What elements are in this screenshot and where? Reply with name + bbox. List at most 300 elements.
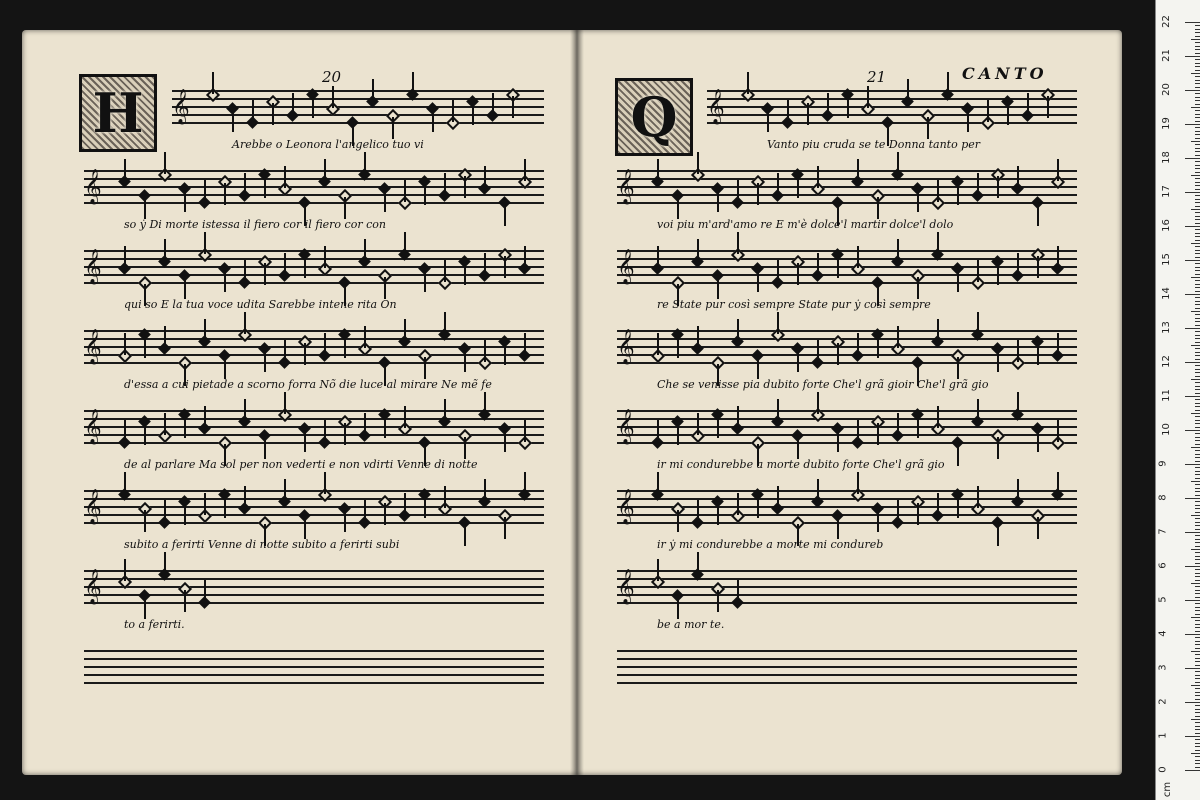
ruler-minor-tick	[1195, 83, 1200, 84]
ruler-label: 10	[1160, 423, 1172, 436]
note-stem	[1037, 517, 1039, 539]
note-stem	[857, 472, 859, 494]
note-stem	[444, 399, 446, 421]
note-stem	[677, 510, 679, 532]
note-stem	[344, 510, 346, 532]
note-stem	[524, 333, 526, 355]
staff-line	[84, 442, 544, 444]
ruler-label: 7	[1157, 528, 1169, 535]
note-stem	[504, 430, 506, 452]
note-stem	[484, 392, 486, 414]
staff-line	[84, 170, 544, 172]
note-stem	[204, 180, 206, 202]
note-stem	[184, 416, 186, 438]
note-stem	[757, 357, 759, 379]
music-staff	[84, 250, 544, 288]
note-stem	[817, 166, 819, 188]
note-stem	[857, 333, 859, 355]
note-stem	[524, 159, 526, 181]
ruler-minor-tick	[1195, 603, 1200, 604]
note-stem	[404, 406, 406, 428]
note-stem	[412, 72, 414, 94]
lyric-line: Arebbe o Leonora l'angelico tuo vi	[232, 138, 424, 151]
ruler-minor-tick	[1195, 76, 1200, 77]
ruler-minor-tick	[1191, 753, 1200, 754]
ruler-tick	[1185, 22, 1200, 23]
note-stem	[997, 524, 999, 546]
staff-line	[617, 330, 1077, 332]
ruler-tick	[1185, 90, 1200, 91]
ruler-minor-tick	[1195, 127, 1200, 128]
staff-line	[617, 354, 1077, 356]
ruler-minor-tick	[1195, 556, 1200, 557]
note-stem	[817, 392, 819, 414]
note-stem	[907, 79, 909, 101]
note-stem	[364, 413, 366, 435]
ruler-tick	[1185, 736, 1200, 737]
staff-line	[84, 194, 544, 196]
note-stem	[837, 430, 839, 452]
empty-staff-line	[757, 586, 1077, 588]
ruler-minor-tick	[1195, 263, 1200, 264]
note-stem	[204, 493, 206, 515]
staff-line	[84, 666, 544, 668]
lyric-line: ir ẏ mi condurebbe a morte mi condureb	[657, 538, 884, 551]
note-stem	[797, 350, 799, 372]
note-stem	[464, 176, 466, 198]
ruler-tick	[1185, 56, 1200, 57]
ruler-minor-tick	[1195, 46, 1200, 47]
note-stem	[324, 246, 326, 268]
ruler-minor-tick	[1191, 175, 1200, 176]
ruler-tick	[1185, 362, 1200, 363]
ruler-minor-tick	[1195, 365, 1200, 366]
ruler-minor-tick	[1195, 274, 1200, 275]
ruler-tick	[1185, 430, 1200, 431]
ruler-minor-tick	[1195, 590, 1200, 591]
staff-line	[617, 434, 1077, 436]
ruler-minor-tick	[1195, 110, 1200, 111]
note-stem	[1057, 159, 1059, 181]
note-stem	[1057, 472, 1059, 494]
music-staff	[617, 570, 1077, 608]
ruler-minor-tick	[1195, 369, 1200, 370]
lyric-line: subito a ferirti Venne di notte subito a ferirti subi	[124, 538, 400, 551]
staff-line	[84, 682, 544, 684]
ruler-minor-tick	[1195, 563, 1200, 564]
empty-staff-line	[224, 602, 544, 604]
ruler-minor-tick	[1195, 505, 1200, 506]
note-stem	[1007, 103, 1009, 125]
staff-line	[617, 170, 1077, 172]
ruler-minor-tick	[1195, 253, 1200, 254]
note-stem	[264, 176, 266, 198]
ruler-minor-tick	[1195, 25, 1200, 26]
staff-line	[617, 666, 1077, 668]
note-stem	[164, 500, 166, 522]
ruler-minor-tick	[1195, 223, 1200, 224]
note-stem	[1037, 256, 1039, 278]
lyric-line: qui so E la tua voce udita Sarebbe intene rita On	[124, 298, 397, 311]
note-stem	[464, 437, 466, 459]
staff-line	[617, 258, 1077, 260]
ruler-minor-tick	[1195, 467, 1200, 468]
note-stem	[284, 253, 286, 275]
note-stem	[164, 413, 166, 435]
ruler-minor-tick	[1195, 195, 1200, 196]
note-stem	[392, 117, 394, 139]
ruler-minor-tick	[1195, 688, 1200, 689]
staff-line	[84, 354, 544, 356]
ruler-minor-tick	[1195, 712, 1200, 713]
note-stem	[184, 503, 186, 525]
ruler-minor-tick	[1191, 141, 1200, 142]
note-stem	[264, 263, 266, 285]
ruler-minor-tick	[1195, 580, 1200, 581]
ruler-tick	[1185, 668, 1200, 669]
empty-staff-line	[224, 586, 544, 588]
note-stem	[877, 197, 879, 219]
note-stem	[164, 326, 166, 348]
ruler-minor-tick	[1195, 644, 1200, 645]
ruler-minor-tick	[1195, 746, 1200, 747]
ruler-minor-tick	[1195, 206, 1200, 207]
ruler-minor-tick	[1195, 722, 1200, 723]
ruler-minor-tick	[1195, 610, 1200, 611]
ruler-label: 22	[1160, 15, 1172, 28]
note-stem	[817, 479, 819, 501]
ruler-label: 5	[1157, 596, 1169, 603]
note-stem	[124, 420, 126, 442]
ruler-minor-tick	[1195, 627, 1200, 628]
staff-line	[84, 650, 544, 652]
ruler-minor-tick	[1195, 461, 1200, 462]
note-stem	[384, 190, 386, 212]
ruler-minor-tick	[1195, 29, 1200, 30]
lyric-line: d'essa a cui pietade a scorno forra Nõ die luce al mirare Ne mẽ fe	[124, 378, 492, 391]
ruler-tick	[1185, 396, 1200, 397]
staff-line	[84, 186, 544, 188]
music-staff	[172, 90, 544, 128]
empty-staff	[617, 650, 1077, 688]
ruler-minor-tick	[1195, 148, 1200, 149]
ruler-minor-tick	[1195, 495, 1200, 496]
ruler-minor-tick	[1191, 345, 1200, 346]
note-stem	[424, 183, 426, 205]
staff-line	[617, 186, 1077, 188]
ruler-minor-tick	[1195, 739, 1200, 740]
note-stem	[404, 180, 406, 202]
note-stem	[144, 336, 146, 358]
note-stem	[897, 500, 899, 522]
note-stem	[312, 96, 314, 118]
running-head: CANTO	[962, 64, 1048, 83]
ruler-minor-tick	[1195, 304, 1200, 305]
note-stem	[184, 277, 186, 299]
ruler-minor-tick	[1195, 376, 1200, 377]
ruler-minor-tick	[1195, 49, 1200, 50]
clef-icon: 𝄞	[84, 249, 102, 284]
note-stem	[204, 406, 206, 428]
measuring-ruler	[1155, 0, 1200, 800]
note-stem	[324, 159, 326, 181]
note-stem	[324, 333, 326, 355]
note-stem	[304, 256, 306, 278]
decorated-initial-left	[79, 74, 157, 152]
note-stem	[977, 399, 979, 421]
note-stem	[677, 597, 679, 619]
staff-line	[617, 194, 1077, 196]
ruler-minor-tick	[1195, 559, 1200, 560]
note-stem	[144, 423, 146, 445]
ruler-minor-tick	[1195, 478, 1200, 479]
note-stem	[224, 357, 226, 379]
note-stem	[697, 552, 699, 574]
ruler-label: 3	[1157, 664, 1169, 671]
note-stem	[737, 406, 739, 428]
note-stem	[444, 260, 446, 282]
ruler-minor-tick	[1195, 131, 1200, 132]
note-stem	[957, 183, 959, 205]
note-stem	[897, 152, 899, 174]
note-stem	[404, 232, 406, 254]
empty-staff-line	[757, 570, 1077, 572]
note-stem	[927, 117, 929, 139]
note-stem	[204, 232, 206, 254]
staff-line	[617, 514, 1077, 516]
note-stem	[144, 510, 146, 532]
staff-line	[617, 282, 1077, 284]
note-stem	[272, 103, 274, 125]
note-stem	[977, 312, 979, 334]
note-stem	[504, 517, 506, 539]
note-stem	[757, 496, 759, 518]
staff-line	[84, 282, 544, 284]
ruler-minor-tick	[1195, 410, 1200, 411]
note-stem	[252, 100, 254, 122]
ruler-minor-tick	[1195, 151, 1200, 152]
ruler-minor-tick	[1195, 705, 1200, 706]
note-stem	[244, 173, 246, 195]
ruler-minor-tick	[1195, 104, 1200, 105]
ruler-minor-tick	[1195, 202, 1200, 203]
ruler-minor-tick	[1195, 637, 1200, 638]
ruler-minor-tick	[1195, 87, 1200, 88]
note-stem	[244, 399, 246, 421]
note-stem	[444, 312, 446, 334]
note-stem	[292, 93, 294, 115]
ruler-minor-tick	[1195, 178, 1200, 179]
ruler-minor-tick	[1195, 389, 1200, 390]
staff-line	[172, 90, 544, 92]
note-stem	[857, 420, 859, 442]
ruler-minor-tick	[1195, 386, 1200, 387]
ruler-minor-tick	[1191, 685, 1200, 686]
ruler-tick	[1185, 192, 1200, 193]
music-staff	[84, 490, 544, 528]
ruler-minor-tick	[1195, 301, 1200, 302]
ruler-minor-tick	[1195, 121, 1200, 122]
note-stem	[124, 333, 126, 355]
note-stem	[364, 239, 366, 261]
lyric-line: Vanto piu cruda se te Donna tanto per	[767, 138, 981, 151]
note-stem	[424, 270, 426, 292]
note-stem	[677, 197, 679, 219]
note-stem	[264, 437, 266, 459]
ruler-minor-tick	[1195, 695, 1200, 696]
staff-line	[84, 274, 544, 276]
page-number-right: 21	[867, 68, 887, 86]
right-page	[577, 30, 1122, 775]
ruler-minor-tick	[1195, 433, 1200, 434]
ruler-label: 12	[1160, 355, 1172, 368]
ruler-minor-tick	[1195, 308, 1200, 309]
note-stem	[657, 420, 659, 442]
staff-line	[617, 274, 1077, 276]
staff-line	[84, 258, 544, 260]
note-stem	[492, 93, 494, 115]
clef-icon: 𝄞	[84, 569, 102, 604]
clef-icon: 𝄞	[172, 89, 190, 124]
note-stem	[364, 152, 366, 174]
note-stem	[1047, 96, 1049, 118]
ruler-minor-tick	[1195, 501, 1200, 502]
ruler-minor-tick	[1195, 284, 1200, 285]
ruler-minor-tick	[1195, 542, 1200, 543]
note-stem	[284, 479, 286, 501]
ruler-minor-tick	[1191, 413, 1200, 414]
ruler-minor-tick	[1195, 423, 1200, 424]
note-stem	[797, 176, 799, 198]
ruler-minor-tick	[1191, 311, 1200, 312]
note-stem	[1057, 333, 1059, 355]
staff-line	[617, 490, 1077, 492]
note-stem	[777, 486, 779, 508]
ruler-minor-tick	[1195, 648, 1200, 649]
ruler-minor-tick	[1195, 692, 1200, 693]
staff-line	[172, 98, 544, 100]
ruler-minor-tick	[1195, 573, 1200, 574]
ruler-minor-tick	[1195, 450, 1200, 451]
ruler-label: 20	[1160, 83, 1172, 96]
ruler-label: 8	[1157, 494, 1169, 501]
ruler-tick	[1185, 532, 1200, 533]
music-staff	[84, 410, 544, 448]
music-staff	[617, 490, 1077, 528]
ruler-minor-tick	[1195, 382, 1200, 383]
ruler-minor-tick	[1195, 654, 1200, 655]
ruler-minor-tick	[1195, 182, 1200, 183]
ruler-minor-tick	[1195, 359, 1200, 360]
music-staff	[617, 330, 1077, 368]
note-stem	[997, 263, 999, 285]
note-stem	[717, 277, 719, 299]
note-stem	[164, 552, 166, 574]
ruler-minor-tick	[1195, 32, 1200, 33]
note-stem	[677, 423, 679, 445]
ruler-tick	[1185, 294, 1200, 295]
ruler-label: 11	[1160, 389, 1172, 402]
music-staff	[84, 570, 544, 608]
clef-icon: 𝄞	[84, 329, 102, 364]
staff-line	[84, 266, 544, 268]
note-stem	[244, 312, 246, 334]
left-page	[22, 30, 577, 775]
note-stem	[877, 336, 879, 358]
ruler-minor-tick	[1195, 189, 1200, 190]
note-stem	[404, 319, 406, 341]
note-stem	[204, 580, 206, 602]
note-stem	[947, 72, 949, 94]
note-stem	[364, 326, 366, 348]
staff-line	[617, 266, 1077, 268]
page-number-left: 20	[322, 68, 342, 86]
ruler-minor-tick	[1195, 250, 1200, 251]
ruler-minor-tick	[1195, 291, 1200, 292]
empty-staff-line	[224, 570, 544, 572]
note-stem	[997, 437, 999, 459]
ruler-minor-tick	[1195, 444, 1200, 445]
lyric-line: voi piu m'ard'amo re E m'è dolce'l martir dolce'l dolo	[657, 218, 954, 231]
note-stem	[124, 159, 126, 181]
ruler-minor-tick	[1195, 236, 1200, 237]
ruler-minor-tick	[1195, 240, 1200, 241]
ruler-minor-tick	[1195, 763, 1200, 764]
note-stem	[324, 420, 326, 442]
ruler-minor-tick	[1195, 631, 1200, 632]
staff-line	[617, 506, 1077, 508]
note-stem	[697, 413, 699, 435]
ruler-minor-tick	[1191, 549, 1200, 550]
staff-line	[707, 98, 1077, 100]
note-stem	[937, 406, 939, 428]
note-stem	[977, 173, 979, 195]
note-stem	[997, 176, 999, 198]
note-stem	[937, 319, 939, 341]
note-stem	[124, 559, 126, 581]
ruler-minor-tick	[1195, 314, 1200, 315]
note-stem	[697, 152, 699, 174]
ruler-minor-tick	[1195, 97, 1200, 98]
note-stem	[284, 392, 286, 414]
note-stem	[957, 357, 959, 379]
initial-letter: Q	[630, 85, 678, 149]
decorated-initial-right	[615, 78, 693, 156]
note-stem	[997, 350, 999, 372]
note-stem	[657, 559, 659, 581]
note-stem	[937, 493, 939, 515]
ruler-minor-tick	[1195, 134, 1200, 135]
note-stem	[224, 496, 226, 518]
ruler-minor-tick	[1195, 457, 1200, 458]
note-stem	[124, 246, 126, 268]
ruler-label: 4	[1157, 630, 1169, 637]
ruler-minor-tick	[1195, 416, 1200, 417]
ruler-tick	[1185, 124, 1200, 125]
ruler-minor-tick	[1195, 716, 1200, 717]
ruler-minor-tick	[1195, 665, 1200, 666]
ruler-minor-tick	[1195, 331, 1200, 332]
note-stem	[144, 197, 146, 219]
note-stem	[484, 479, 486, 501]
ruler-tick	[1185, 566, 1200, 567]
ruler-minor-tick	[1195, 138, 1200, 139]
ruler-minor-tick	[1191, 277, 1200, 278]
note-stem	[1017, 340, 1019, 362]
note-stem	[837, 256, 839, 278]
ruler-minor-tick	[1195, 569, 1200, 570]
ruler-minor-tick	[1195, 586, 1200, 587]
